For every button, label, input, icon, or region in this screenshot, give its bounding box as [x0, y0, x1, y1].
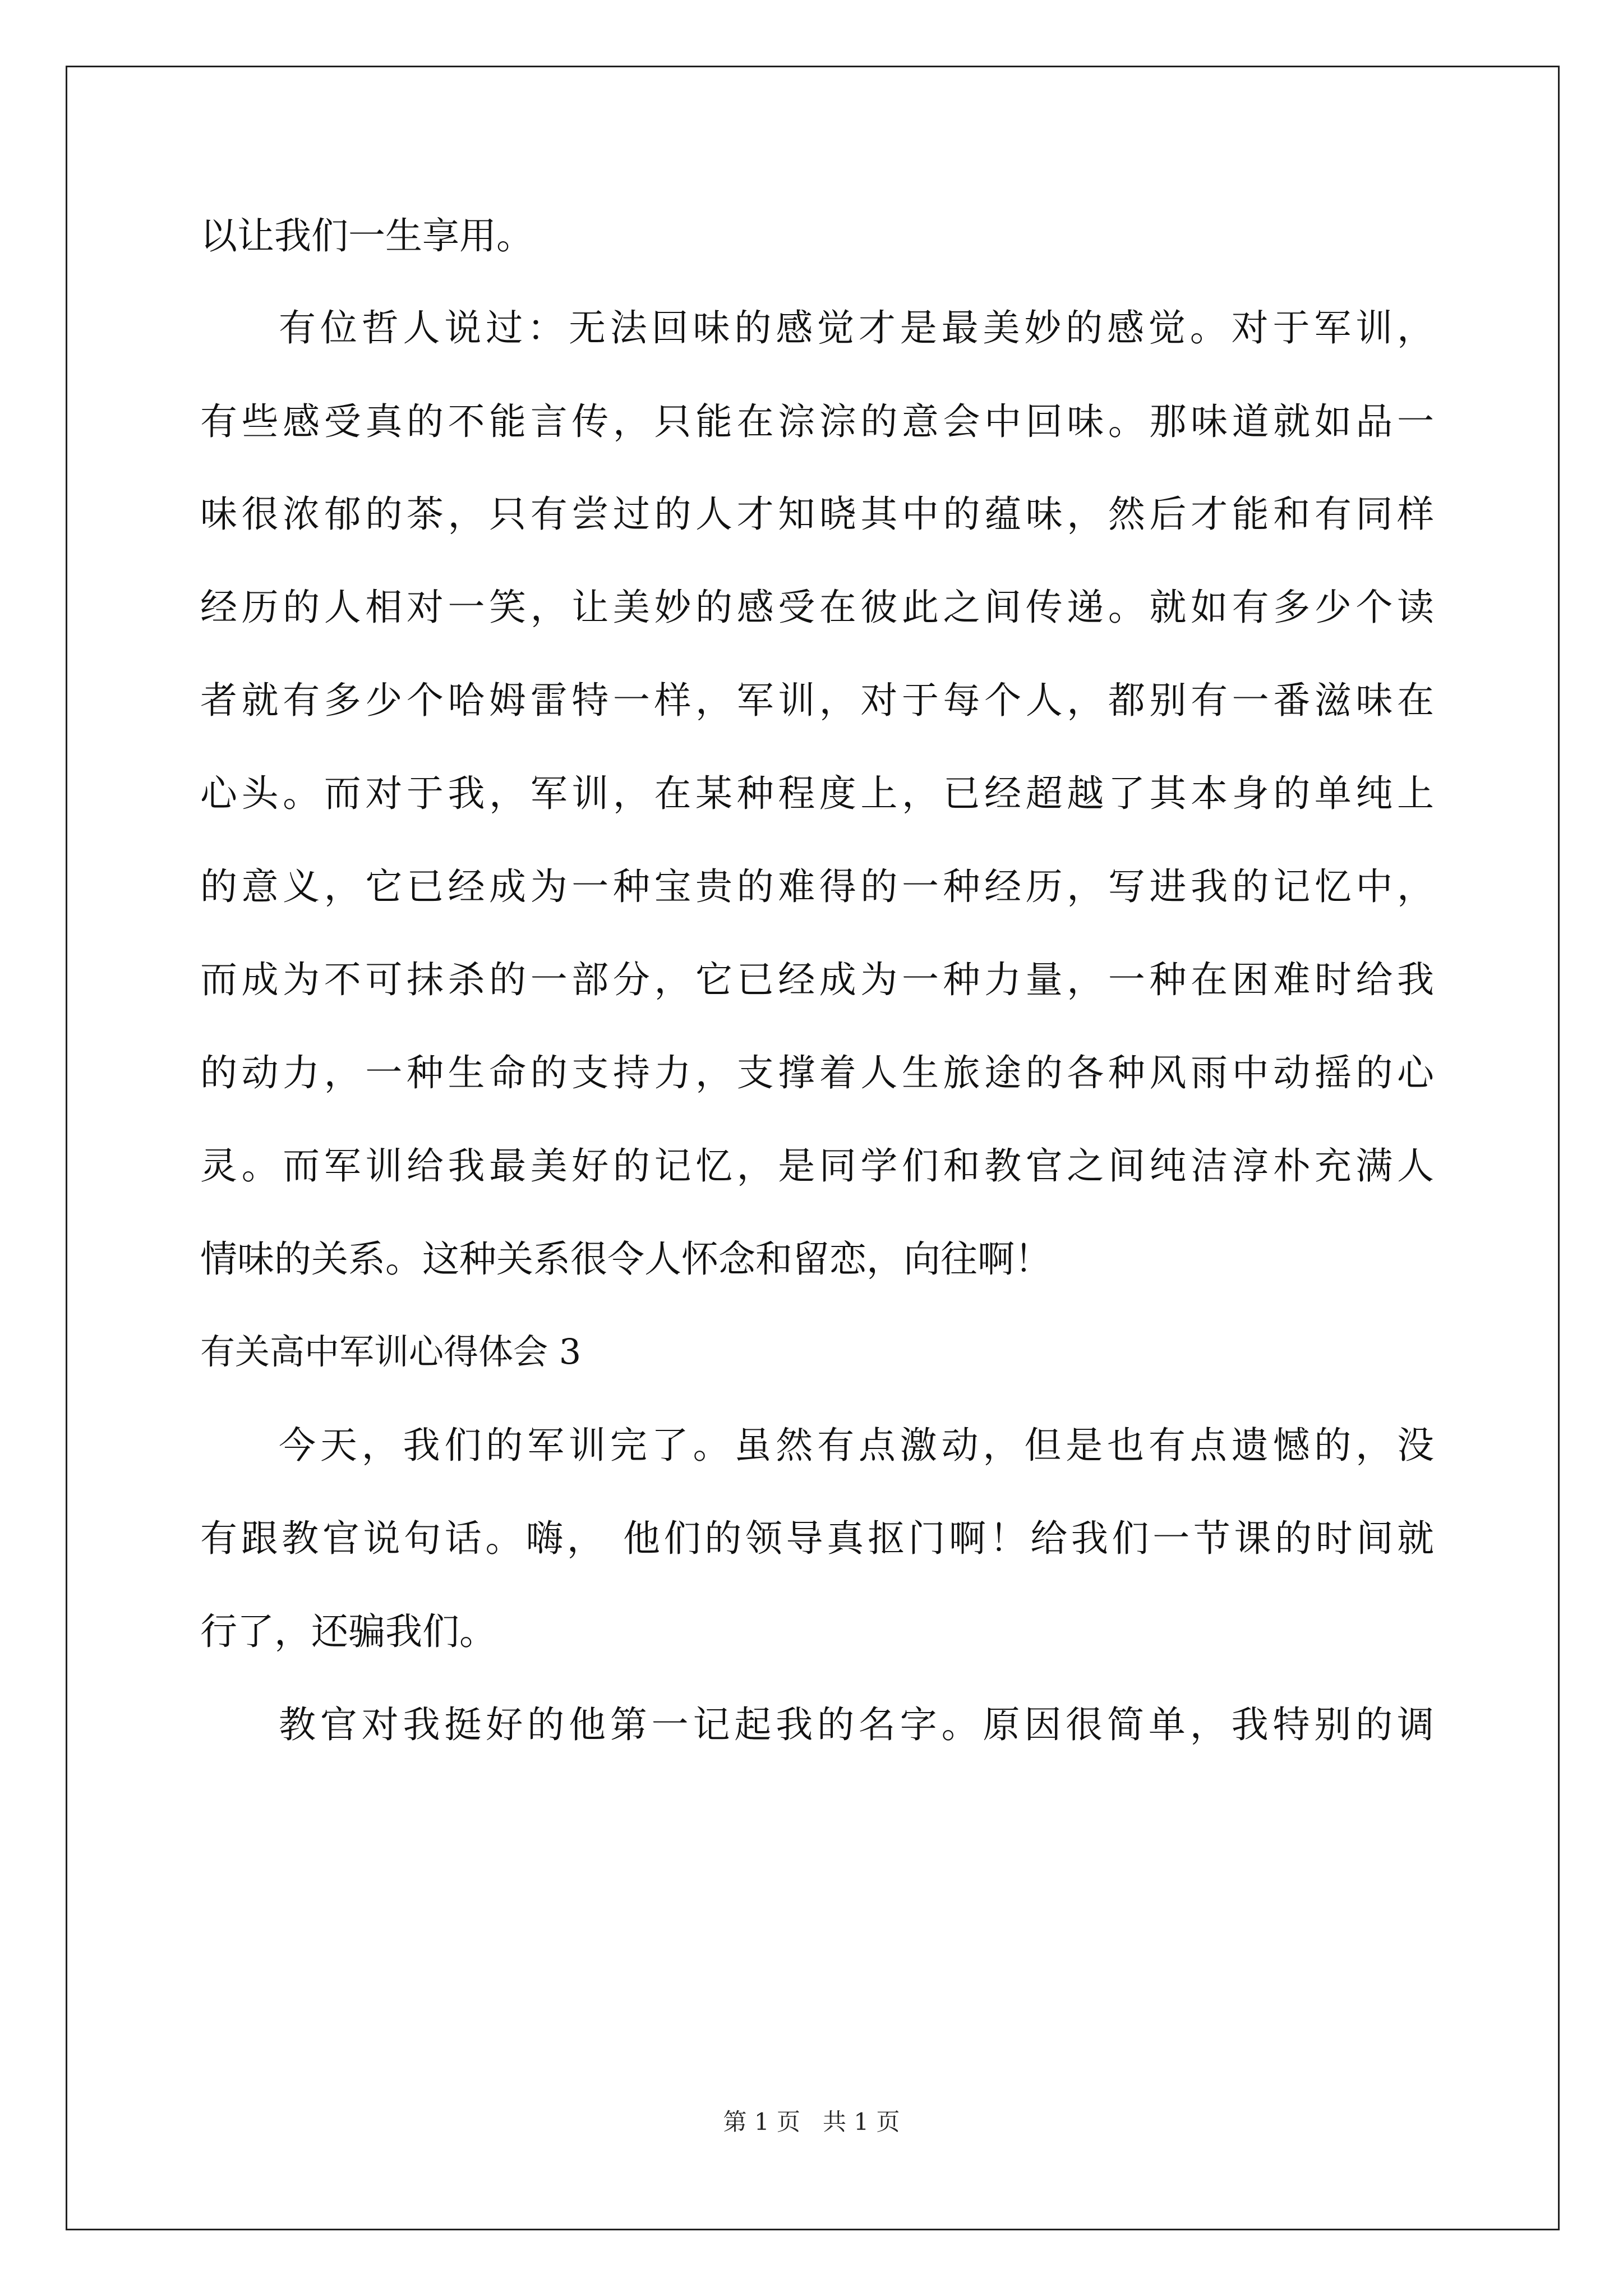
paragraph-line: 经历的人相对一笑，让美妙的感受在彼此之间传递。就如有多少个读: [200, 586, 1434, 629]
paragraph-line: 心头。而对于我，军训，在某种程度上，已经超越了其本身的单纯上: [200, 772, 1434, 815]
paragraph-line: 有些感受真的不能言传，只能在淙淙的意会中回味。那味道就如品一: [200, 400, 1434, 443]
paragraph-line: 灵。而军训给我最美好的记忆，是同学们和教官之间纯洁淳朴充满人: [200, 1144, 1434, 1188]
section-heading: 有关高中军训心得体会 3: [200, 1331, 582, 1372]
paragraph-line: 的动力，一种生命的支持力，支撑着人生旅途的各种风雨中动摇的心: [200, 1051, 1434, 1094]
paragraph-line: 的意义，它已经成为一种宝贵的难得的一种经历，写进我的记忆中，: [200, 865, 1434, 908]
page-number-footer: 第 1 页 共 1 页: [723, 2108, 900, 2136]
paragraph-line: 而成为不可抹杀的一部分，它已经成为一种力量，一种在困难时给我: [200, 958, 1434, 1001]
paragraph-line: 味很浓郁的茶，只有尝过的人才知晓其中的蕴味，然后才能和有同样: [200, 493, 1434, 536]
paragraph-line: 有跟教官说句话。嗨， 他们的领导真抠门啊！给我们一节课的时间就: [200, 1517, 1434, 1560]
paragraph-line: 情味的关系。这种关系很令人怀念和留恋，向往啊！: [200, 1237, 1052, 1281]
paragraph-line: 以让我们一生享用。: [200, 214, 533, 257]
paragraph-line: 有位哲人说过：无法回味的感觉才是最美妙的感觉。对于军训，: [279, 306, 1434, 349]
paragraph-line: 教官对我挺好的他第一记起我的名字。原因很简单，我特别的调: [279, 1703, 1434, 1746]
paragraph-line: 行了，还骗我们。: [200, 1610, 496, 1653]
paragraph-line: 者就有多少个哈姆雷特一样，军训，对于每个人，都别有一番滋味在: [200, 679, 1434, 722]
paragraph-line: 今天，我们的军训完了。虽然有点激动，但是也有点遗憾的，没: [279, 1424, 1434, 1467]
